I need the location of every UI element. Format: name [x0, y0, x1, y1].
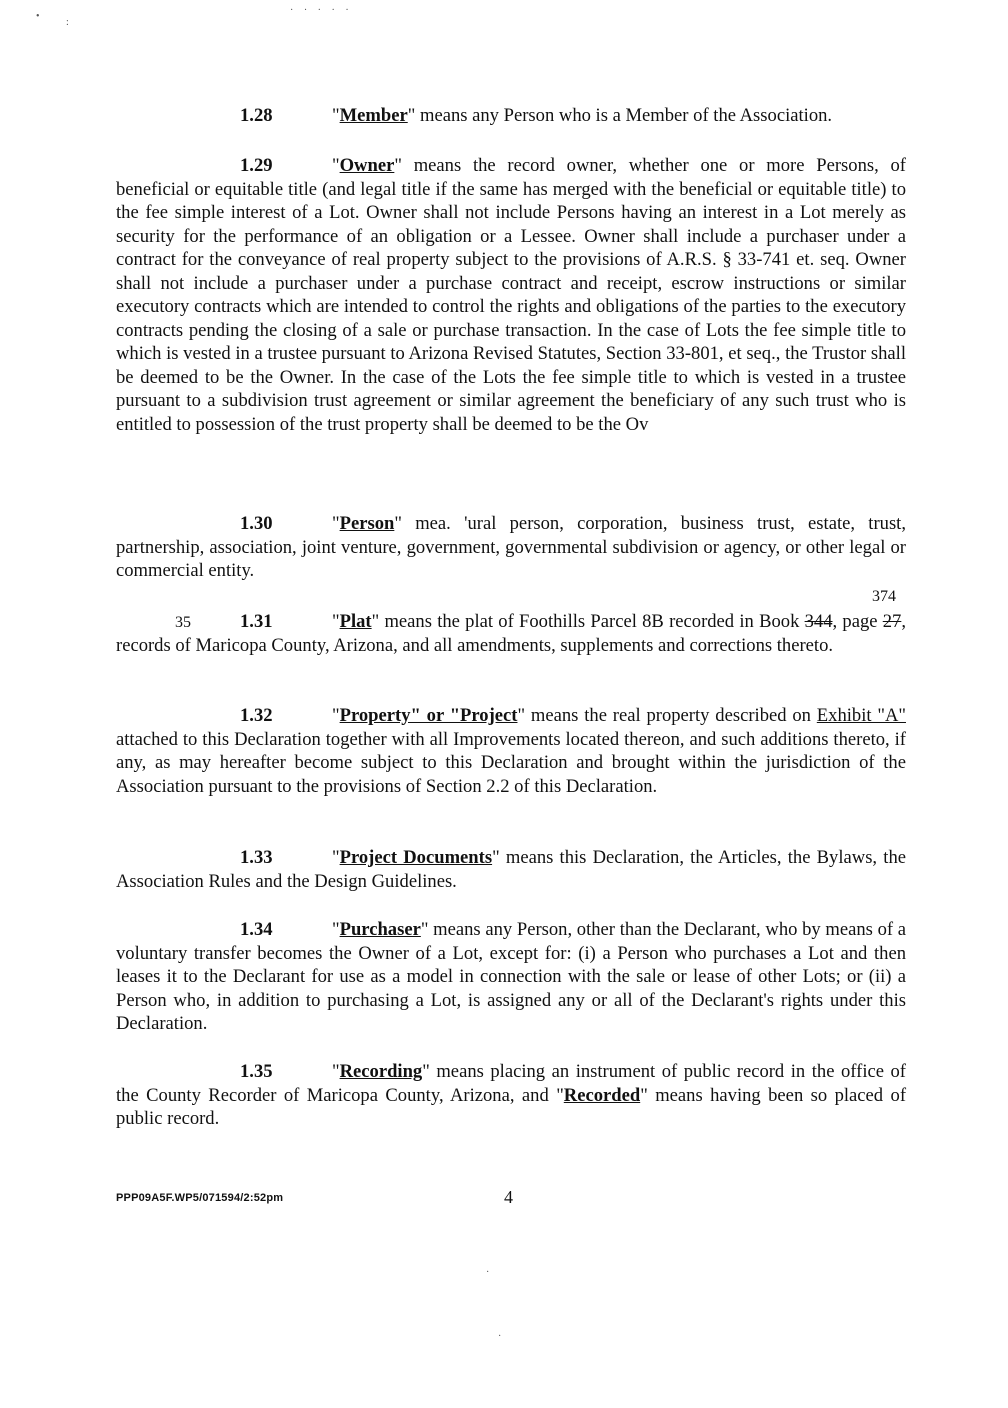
defined-term: Member: [339, 105, 408, 126]
section-number: 1.31: [240, 611, 273, 632]
section-text: mea. 'ural person, corporation, business trust, estate, trust, partnership, association, joint venture, government, governmental subdivision or agency, or other legal or commercial entity.: [116, 513, 906, 581]
section-1-35: 1.35 "Recording" means placing an instrument of public record in the office of the County Recorder of Maricopa County, Arizona, and "Recorded" means having been so placed of public record.: [116, 1061, 907, 1129]
section-text: means any Person who is a Member of the Association.: [415, 105, 833, 126]
section-text: , records of Maricopa County, Arizona, and all amendments, supplements and corrections thereto.: [116, 611, 906, 656]
section-1-31: 1.31 "Plat" means the plat of Foothills Parcel 8B recorded in Book 344, page 27, records of Maricopa County, Arizona, and all amendments, supplements and corrections thereto.: [116, 611, 906, 656]
section-text: means the record owner, whether one or more Persons, of beneficial or equitable title (and legal title if the same has merged with the beneficial or equitable title) to the fee simple interest of a Lot. Owner shall not include Persons having an interest in a Lot merely as security for the performance of an obligation or a Lessee. Owner shall include a purchaser under a contract for the conveyance of real property subject to the provisions of A.R.S. § 33-741 et. seq. Owner shall not include a purchaser under a purchase contract and receipt, escrow instructions or similar executory contracts which are intended to control the rights and obligations of the parties to the executory contracts pending the closing of a sale or purchase transaction. In the case of Lots the fee simple title to which is vested in a trustee pursuant to Arizona Revised Statutes, Section 33-801, et seq., the Trustor shall be deemed to be the Owner. In the case of the Lots the fee simple title to which is vested in a trustee pursuant to a subdivision trust agreement or similar agreement the beneficiary of any such trust who is entitled to possession of the trust property shall be deemed to be the Ov: [116, 155, 906, 435]
scan-specks: ·: [498, 1331, 502, 1342]
scan-specks: ·: [486, 1267, 490, 1278]
struck-page-number: 27: [882, 611, 902, 632]
section-1-34: 1.34 "Purchaser" means any Person, other than the Declarant, who by means of a voluntary transfer becomes the Owner of a Lot, except for: (i) a Person who purchases a Lot and then leases it to the Declarant for use as a model in connection with the sale or lease of other Lots; or (ii) a Person who, in addition to purchasing a Lot, is assigned any or all of the Declarant's rights under this Declaration.: [116, 919, 906, 1034]
scan-specks: · · · · ·: [290, 5, 353, 16]
defined-term: Recording: [339, 1061, 423, 1082]
defined-term-recorded: Recorded: [563, 1084, 641, 1106]
section-number: 1.35: [240, 1061, 273, 1082]
section-number: 1.34: [240, 919, 273, 940]
handwritten-page-number: 35: [175, 614, 191, 631]
section-1-28: 1.28 "Member" means any Person who is a Member of the Association.: [240, 105, 833, 126]
section-text: means the real property described on: [525, 705, 817, 726]
section-text: means the plat of Foothills Parcel 8B recorded in Book: [379, 611, 805, 632]
section-number: 1.29: [240, 155, 273, 176]
section-text: means placing an instrument of public record in the office of the County Recorder of Maricopa County, Arizona, and: [116, 1061, 906, 1106]
footer-file-id: PPP09A5F.WP5/071594/2:52pm: [116, 1192, 284, 1204]
defined-term: Project Documents: [339, 847, 493, 868]
section-number: 1.32: [240, 705, 273, 726]
section-number: 1.30: [240, 513, 273, 534]
section-text: means any Person, other than the Declarant, who by means of a voluntary transfer becomes the Owner of a Lot, except for: (i) a Person who purchases a Lot and then leases it to the Declarant for use as a model in connection with the sale or lease of other Lots; or (ii) a Person who, in addition to purchasing a Lot, is assigned any or all of the Declarant's rights under this Declaration.: [116, 919, 906, 1034]
section-1-29: 1.29 "Owner" means the record owner, whether one or more Persons, of beneficial or equitable title (and legal title if the same has merged with the beneficial or equitable title) to the fee simple interest of a Lot. Owner shall not include Persons having an interest in a Lot merely as security for the performance of an obligation or a Lessee. Owner shall include a purchaser under a contract for the conveyance of real property subject to the provisions of A.R.S. § 33-741 et. seq. Owner shall not include a purchaser under a purchase contract and receipt, escrow instructions or similar executory contracts which are intended to control the rights and obligations of the parties to the executory contracts pending the closing of a sale or purchase transaction. In the case of Lots the fee simple title to which is vested in a trustee pursuant to Arizona Revised Statutes, Section 33-801, et seq., the Trustor shall be deemed to be the Owner. In the case of the Lots the fee simple title to which is vested in a trustee pursuant to a subdivision trust agreement or similar agreement the beneficiary of any such trust who is entitled to possession of the trust property shall be deemed to be the Ov: [116, 155, 906, 435]
section-text: means this Declaration, the Articles, the Bylaws, the Association Rules and the Design Guidelines.: [116, 847, 906, 892]
section-number: 1.28: [240, 105, 273, 126]
section-text: means having been so placed of public record.: [116, 1084, 907, 1129]
section-1-33: 1.33 "Project Documents" means this Declaration, the Articles, the Bylaws, the Association Rules and the Design Guidelines.: [116, 847, 906, 892]
exhibit-reference: Exhibit "A": [816, 705, 906, 726]
defined-term: Property" or "Project: [339, 705, 518, 726]
page-number: 4: [504, 1187, 513, 1207]
handwritten-book-number: 374: [872, 588, 896, 605]
defined-term: Owner: [339, 155, 395, 176]
section-text: attached to this Declaration together with all Improvements located thereon, and such additions thereto, if any, as may hereafter become subject to this Declaration and brought within the jurisdiction of the Association pursuant to the provisions of Section 2.2 of this Declaration.: [116, 728, 906, 797]
section-1-32: 1.32 "Property" or "Project" means the real property described on Exhibit "A" attached to this Declaration together with all Improvements located thereon, and such additions thereto, if any, as may hereafter become subject to this Declaration and brought within the jurisdiction of the Association pursuant to the provisions of Section 2.2 of this Declaration.: [116, 705, 906, 797]
defined-term: Plat: [339, 611, 372, 632]
section-number: 1.33: [240, 847, 273, 868]
scan-specks: •: [36, 11, 40, 22]
section-1-30: 1.30 "Person" mea. 'ural person, corporation, business trust, estate, trust, partnership, association, joint venture, government, governmental subdivision or agency, or other legal or commercial entity.: [116, 513, 906, 581]
scan-specks: :: [66, 17, 69, 28]
defined-term: Person: [339, 513, 395, 534]
struck-book-number: 344: [804, 611, 833, 632]
section-text: , page: [832, 611, 883, 632]
defined-term: Purchaser: [339, 919, 421, 940]
